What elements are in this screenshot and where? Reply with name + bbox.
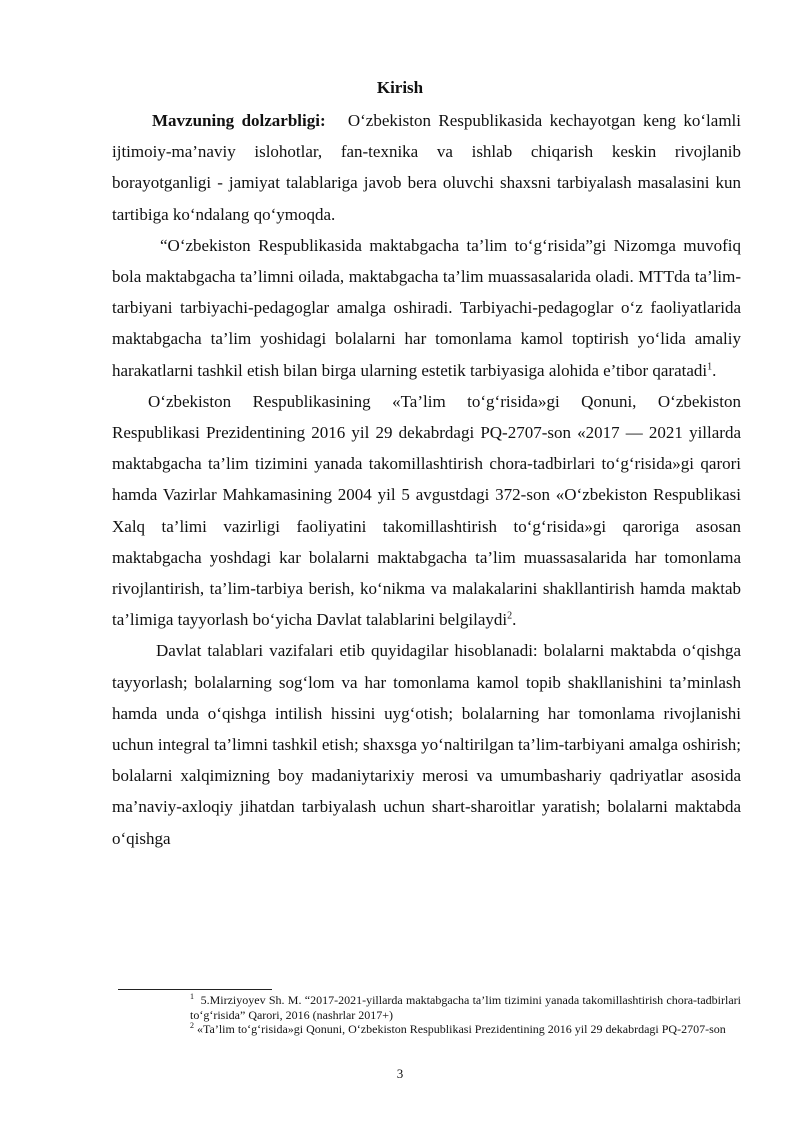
paragraph-3-end: .	[512, 610, 517, 630]
page-title: Kirish	[376, 78, 424, 97]
footnote-1-text: 5.Mirziyoyev Sh. M. “2017-2021-yillarda maktabgacha ta’lim tizimini yanada takomillashtirish chora-tadbirlari to‘g‘risida” Qarori, 2016 (nashrlar 2017+)	[190, 993, 741, 1022]
intro-text: O‘zbekiston Respublikasida kechayotgan keng ko‘lamli ijtimoiy-ma’naviy islohotlar, fan-texnika va ishlab chiqarish keskin rivojlanib borayotganligi - jamiyat talablariga javob bera oluvchi shaxsni tarbiyalash masalasini kun tartibiga ko‘ndalang qo‘ymoqda.	[112, 111, 741, 224]
footnote-marker-1: 1	[190, 992, 194, 1001]
document-body	[112, 105, 741, 854]
footnote-1	[190, 993, 741, 1022]
paragraph-3	[112, 386, 741, 636]
footnote-ref-2[interactable]: 2	[507, 610, 513, 622]
paragraph-2-end: .	[712, 360, 717, 380]
paragraph-2-text: “O‘zbekiston Respublikasida maktabgacha ta’lim to‘g‘risida”gi Nizomga muvofiq bola maktabgacha ta’limni oilada, maktabgacha ta’lim muassasalarida oladi. MTTda ta’lim-tarbiyani tarbiyachi-pedagoglar amalga oshiradi. Tarbiyachi-pedagoglar o‘z faoliyatlarida maktabgacha ta’lim yoshidagi bolalarni har tomonlama kamol toptirish yo‘lida amaliy harakatlarni tashkil etish bilan birga ularning estetik tarbiyasiga alohida e’tibor qaratadi	[112, 235, 741, 380]
footnote-2	[190, 1022, 741, 1037]
paragraph-3-text: O‘zbekiston Respublikasining «Ta’lim to‘g‘risida»gi Qonuni, O‘zbekiston Respublikasi Prezidentining 2016 yil 29 dekabrdagi PQ-2707-son «2017 — 2021 yillarda maktabgacha ta’lim tizimini yanada takomillashtirish chora-tadbirlari to‘g‘risida»gi qarori hamda Vazirlar Mahkamasining 2004 yil 5 avgustdagi 372-son «O‘zbekiston Respublikasi Xalq ta’limi vazirligi faoliyatini takomillashtirish to‘g‘risida»gi qaroriga asosan maktabgacha yoshdagi kar bolalarni maktabgacha ta’lim muassasalarida har tomonlama rivojlantirish, ta’lim-tarbiya berish, ko‘nikma va malakalarini shakllantirish hamda maktab ta’limiga tayyorlash bo‘yicha Davlat talablarini belgilaydi	[112, 391, 741, 630]
footnote-marker-2: 2	[190, 1021, 194, 1030]
paragraph-4	[112, 635, 741, 853]
page-number: 3	[396, 1066, 404, 1081]
footnote-divider	[118, 989, 272, 990]
footnote-ref-1[interactable]: 1	[707, 360, 713, 372]
footnotes-section	[190, 993, 741, 1037]
footnote-2-text: «Ta’lim to‘g‘risida»gi Qonuni, O‘zbekiston Respublikasi Prezidentining 2016 yil 29 dekabrdagi PQ-2707-son	[197, 1022, 726, 1036]
paragraph-2	[112, 230, 741, 386]
intro-lead: Mavzuning dolzarbligi:	[152, 111, 326, 130]
intro-paragraph	[112, 105, 741, 230]
paragraph-4-text: Davlat talablari vazifalari etib quyidagilar hisoblanadi: bolalarni maktabda o‘qishga tayyorlash; bolalarning sog‘lom va har tomonlama kamol topib shakllanishini ta’minlash hamda unda o‘qishga intilish hissini uyg‘otish; bolalarning har tomonlama rivojlanishi uchun integral ta’limni tashkil etish; shaxsga yo‘naltirilgan ta’lim-tarbiyani amalga oshirish; bolalarni xalqimizning boy madaniytarixiy merosi va umumbashariy qadriyatlar asosida ma’naviy-axloqiy jihatdan tarbiyalash uchun shart-sharoitlar yaratish; bolalarni maktabda o‘qishga	[112, 641, 741, 848]
